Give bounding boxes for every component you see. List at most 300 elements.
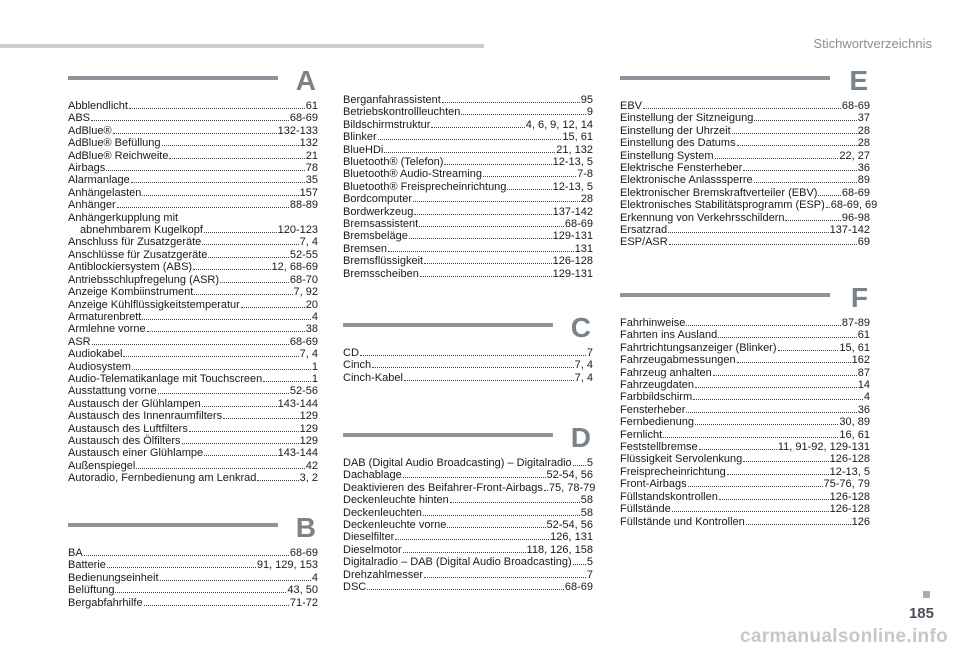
entry-term: Füllstände und Kontrollen [620, 515, 745, 528]
index-entry [68, 597, 318, 609]
entry-term: Bluetooth® Freisprecheinrichtung [343, 180, 507, 193]
index-entry [620, 478, 870, 490]
dot-leader [442, 102, 580, 103]
entry-term: Austausch einer Glühlampe [68, 447, 204, 460]
dot-leader [420, 276, 552, 277]
dot-leader [160, 580, 311, 581]
dot-leader [404, 380, 574, 381]
entry-pages: 15, 61 [562, 131, 593, 144]
index-entry [68, 385, 318, 397]
entry-pages: 68-69 [564, 218, 593, 231]
index-entry [68, 410, 318, 422]
entry-pages: 129-131 [552, 267, 593, 280]
entry-term: Bremsen [343, 242, 388, 255]
dot-leader [142, 319, 311, 320]
dot-leader [403, 552, 526, 553]
entry-term: Fahrhinweise [620, 317, 686, 329]
entry-term: Berganfahrassistent [343, 94, 441, 106]
entry-term: Batterie [68, 559, 106, 572]
entry-term: Betriebskontrollleuchten [343, 106, 461, 119]
dot-leader [669, 244, 857, 245]
entry-term: Bildschirmstruktur [343, 118, 431, 131]
dot-leader [424, 577, 586, 578]
entry-term: Anzeige Kombiinstrument [68, 286, 194, 299]
dot-leader [450, 502, 580, 503]
dot-leader [367, 589, 564, 590]
dot-leader [643, 108, 841, 109]
entry-pages: 36 [857, 162, 870, 175]
dot-leader [695, 424, 838, 425]
entry-pages: 68-69 [841, 100, 870, 112]
dot-leader [388, 251, 574, 252]
entry-term: DSC [343, 581, 367, 594]
entry-pages: 11, 91-92, 129-131 [777, 441, 870, 454]
index-entry [68, 125, 318, 137]
dot-leader [208, 257, 288, 258]
dot-leader [106, 170, 304, 171]
dot-leader [403, 477, 546, 478]
entry-pages: 143-144 [277, 447, 318, 460]
section-letter: F [850, 282, 868, 313]
entry-pages: 88-89 [289, 199, 318, 212]
dot-leader [84, 555, 289, 556]
dot-leader [743, 461, 828, 462]
index-entry [343, 193, 593, 205]
entry-term: Bluetooth® Audio-Streaming [343, 168, 482, 181]
entry-pages: 30, 89 [839, 416, 870, 429]
index-entry [68, 187, 318, 199]
entry-term: Bergabfahrhilfe [68, 596, 143, 609]
index-entry [343, 544, 593, 556]
entry-term: Front-Airbags [620, 478, 687, 491]
entry-term: Bremsassistent [343, 218, 419, 231]
dot-leader [414, 214, 551, 215]
dot-leader [182, 443, 299, 444]
entry-term: Bordwerkzeug [343, 205, 414, 218]
dot-leader [263, 381, 311, 382]
entry-pages: 14 [857, 379, 870, 392]
index-entry [343, 469, 593, 481]
entry-term: Deckenleuchte vorne [343, 519, 447, 532]
entry-pages: 22, 27 [839, 149, 870, 162]
dot-leader [129, 108, 305, 109]
entry-pages: 129 [299, 422, 318, 435]
dot-leader [204, 455, 276, 456]
entry-term: Austausch des Ölfilters [68, 434, 181, 447]
entry-pages: 12, 68-69 [271, 261, 318, 274]
index-section-c [343, 312, 593, 384]
index-entry [68, 361, 318, 373]
dot-leader [241, 307, 305, 308]
entry-term: Fahrzeugdaten [620, 379, 694, 392]
index-section-b-continued [343, 94, 593, 280]
dot-leader [384, 152, 555, 153]
entry-term: Fahrzeug anhalten [620, 366, 712, 379]
entry-pages: 7 [586, 347, 593, 359]
entry-term: Anhänger [68, 199, 116, 212]
index-entry [343, 255, 593, 267]
entry-pages: 78 [305, 162, 318, 175]
entry-term: Einstellung der Sitzneigung [620, 112, 754, 125]
dot-leader [483, 176, 576, 177]
index-entry [68, 435, 318, 447]
index-entry [620, 150, 870, 162]
entry-term: ASR [68, 335, 91, 348]
entry-term: Blinker [343, 131, 377, 144]
index-entry [68, 572, 318, 584]
index-entry [68, 212, 318, 224]
entry-term: Armaturenbrett [68, 310, 142, 323]
entry-term: BA [68, 547, 83, 559]
entry-pages: 120-123 [277, 224, 318, 237]
entry-list [620, 317, 870, 528]
entry-pages: 12-13, 5 [552, 180, 593, 193]
dot-leader [444, 164, 551, 165]
entry-term: Belüftung [68, 584, 115, 597]
dot-leader [131, 182, 305, 183]
entry-pages: 15, 61 [839, 341, 870, 354]
index-entry [68, 199, 318, 211]
entry-pages: 7, 4 [574, 371, 593, 384]
entry-pages: 126-128 [552, 255, 593, 268]
dot-leader [573, 465, 586, 466]
entry-pages: 38 [305, 323, 318, 336]
dot-leader [204, 232, 277, 233]
index-entry [343, 268, 593, 280]
entry-term: Einstellung System [620, 149, 714, 162]
index-entry [343, 144, 593, 156]
entry-pages: 68-69 [564, 581, 593, 594]
index-entry [68, 584, 318, 596]
entry-term: Elektronisches Stabilitätsprogramm (ESP) [620, 199, 825, 212]
index-entry [343, 218, 593, 230]
entry-pages: 12-13, 5 [829, 465, 870, 478]
index-entry [620, 187, 870, 199]
index-entry [343, 507, 593, 519]
dot-leader [785, 220, 840, 221]
entry-pages: 126 [851, 515, 870, 528]
entry-pages: 7, 92 [293, 286, 318, 299]
entry-list [68, 100, 318, 485]
entry-pages: 7-8 [577, 168, 593, 181]
index-entry [68, 150, 318, 162]
dot-leader [672, 511, 829, 512]
entry-list [343, 347, 593, 384]
entry-pages: 20 [305, 298, 318, 311]
entry-term: Cinch-Kabel [343, 371, 403, 384]
entry-pages: 129 [299, 410, 318, 423]
entry-list [343, 94, 593, 280]
index-entry [343, 581, 593, 593]
entry-pages: 21, 132 [556, 143, 593, 156]
section-header-f [620, 282, 870, 313]
section-letter: A [295, 65, 316, 96]
index-entry [343, 531, 593, 543]
entry-pages: 5 [586, 556, 593, 569]
dot-leader [91, 120, 289, 121]
entry-pages: 52-55 [289, 248, 318, 261]
entry-pages: 68-69 [289, 547, 318, 559]
entry-term: DAB (Digital Audio Broadcasting) – Digitalradio [343, 457, 572, 469]
index-entry [620, 391, 870, 403]
entry-pages: 7, 4 [299, 348, 318, 361]
index-entry [343, 206, 593, 218]
section-rule [620, 293, 830, 297]
entry-list [343, 457, 596, 594]
entry-term: Bremsbeläge [343, 230, 408, 243]
index-entry [620, 236, 870, 248]
dot-leader [424, 263, 552, 264]
entry-pages: 3, 2 [299, 472, 318, 485]
dot-leader [117, 207, 289, 208]
entry-pages: 7, 4 [299, 236, 318, 249]
entry-pages: 126-128 [829, 453, 870, 466]
dot-leader [663, 437, 838, 438]
entry-pages: 5 [586, 457, 593, 469]
entry-list [68, 547, 318, 609]
entry-term: Bedienungseinheit [68, 571, 159, 584]
dot-leader [189, 431, 299, 432]
entry-pages: 75-76, 79 [823, 478, 870, 491]
index-section-f [620, 282, 870, 528]
entry-term: Antiblockiersystem (ABS) [68, 261, 193, 274]
index-entry [68, 472, 318, 484]
entry-term: Antriebsschlupfregelung (ASR) [68, 273, 220, 286]
section-letter: E [849, 65, 868, 96]
dot-leader [431, 127, 524, 128]
entry-term: abnehmbarem Kugelkopf [80, 224, 203, 237]
dot-leader [107, 567, 256, 568]
index-entry [343, 106, 593, 118]
entry-pages: 7 [586, 568, 593, 581]
section-rule [68, 523, 278, 527]
section-header-d [343, 422, 593, 453]
index-entry [343, 168, 593, 180]
index-entry [620, 404, 870, 416]
entry-term: Anhängelasten [68, 186, 142, 199]
dot-leader [737, 362, 851, 363]
dot-leader [737, 145, 857, 146]
entry-term: ABS [68, 112, 91, 125]
index-entry [620, 503, 870, 515]
index-entry [68, 447, 318, 459]
section-rule [620, 76, 830, 80]
index-entry [620, 112, 870, 124]
entry-pages: 96-98 [841, 211, 870, 224]
entry-term: Fensterheber [620, 403, 686, 416]
dot-leader [688, 486, 823, 487]
index-entry [68, 236, 318, 248]
index-entry [68, 299, 318, 311]
index-entry [68, 323, 318, 335]
entry-term: Bluetooth® (Telefon) [343, 156, 444, 169]
entry-pages: 132-133 [277, 124, 318, 137]
index-entry [343, 359, 593, 371]
entry-term: Abblendlicht [68, 100, 128, 112]
entry-pages: 16, 61 [839, 428, 870, 441]
index-entry [68, 460, 318, 472]
entry-term: Austausch des Luftfilters [68, 422, 188, 435]
index-entry [620, 224, 870, 236]
entry-pages: 7, 4 [574, 359, 593, 372]
index-entry [620, 162, 870, 174]
entry-term: Deckenleuchten [343, 506, 422, 519]
dot-leader [409, 238, 552, 239]
index-section-d [343, 422, 596, 594]
dot-leader [668, 232, 829, 233]
index-entry [68, 174, 318, 186]
entry-term: Bordcomputer [343, 193, 413, 206]
entry-term: Dieselfilter [343, 531, 395, 544]
entry-term: Autoradio, Fernbedienung am Lenkrad [68, 472, 257, 485]
dot-leader [395, 539, 549, 540]
entry-pages: 132 [299, 137, 318, 150]
entry-pages: 68-69 [289, 335, 318, 348]
index-entry [620, 429, 870, 441]
entry-term: Audiosystem [68, 360, 131, 373]
entry-term: Farbbildschirm [620, 391, 693, 404]
index-entry [343, 519, 593, 531]
entry-pages: 126-128 [829, 503, 870, 516]
entry-pages: 162 [851, 354, 870, 367]
entry-pages: 68-70 [289, 273, 318, 286]
index-entry [343, 481, 596, 494]
entry-pages: 129 [299, 434, 318, 447]
dot-leader [713, 375, 857, 376]
watermark: carmanualsonline.info [740, 626, 948, 647]
entry-pages: 21 [305, 149, 318, 162]
entry-term: Alarmanlage [68, 174, 130, 187]
section-letter: D [570, 422, 591, 453]
dot-leader [202, 406, 277, 407]
section-rule [68, 76, 278, 80]
section-letter: B [295, 512, 316, 543]
index-entry [620, 516, 870, 528]
entry-pages: 71-72 [289, 596, 318, 609]
section-header-b [68, 512, 318, 543]
entry-pages: 12-13, 5 [552, 156, 593, 169]
entry-term: Cinch [343, 359, 372, 372]
entry-term: Austausch des Innenraumfilters [68, 410, 223, 423]
entry-term: Füllstände [620, 503, 671, 516]
entry-term: Fernlicht [620, 428, 663, 441]
entry-term: EBV [620, 100, 643, 112]
dot-leader [732, 133, 857, 134]
entry-term: Anzeige Kühlflüssigkeitstemperatur [68, 298, 240, 311]
dot-leader [718, 337, 857, 338]
index-entry [343, 243, 593, 255]
entry-term: Anschlüsse für Zusatzgeräte [68, 248, 208, 261]
dot-leader [544, 490, 548, 491]
dot-leader [92, 344, 289, 345]
entry-term: Flüssigkeit Servolenkung [620, 453, 743, 466]
entry-term: AdBlue® Reichweite [68, 149, 169, 162]
dot-leader [360, 355, 586, 356]
index-entry [68, 249, 318, 261]
dot-leader [257, 480, 298, 481]
dot-leader [220, 282, 289, 283]
page-marker [923, 591, 930, 598]
index-entry [343, 119, 593, 131]
entry-pages: 131 [574, 242, 593, 255]
entry-pages: 69 [857, 236, 870, 249]
entry-pages: 68-69, 69 [830, 199, 878, 212]
index-entry [620, 329, 870, 341]
index-entry [620, 212, 870, 224]
entry-term: Anschluss für Zusatzgeräte [68, 236, 202, 249]
dot-leader [115, 592, 286, 593]
section-title: Stichwortverzeichnis [813, 36, 932, 51]
dot-leader [686, 325, 840, 326]
entry-term: Erkennung von Verkehrsschildern [620, 211, 785, 224]
index-entry [68, 336, 318, 348]
dot-leader [147, 331, 305, 332]
entry-pages: 28 [580, 193, 593, 206]
index-entry [68, 162, 318, 174]
index-entry [343, 372, 593, 384]
dot-leader [194, 294, 292, 295]
index-entry [343, 569, 593, 581]
dot-leader [507, 189, 551, 190]
entry-term: Feststellbremse [620, 441, 698, 454]
entry-term: Audio-Telematikanlage mit Touchscreen [68, 372, 263, 385]
index-entry [620, 342, 870, 354]
index-entry [343, 156, 593, 168]
entry-pages: 35 [305, 174, 318, 187]
index-entry [620, 379, 870, 391]
dot-leader [136, 468, 304, 469]
entry-term: Bremsscheiben [343, 267, 419, 280]
entry-pages: 91, 129, 153 [256, 559, 318, 572]
entry-pages: 126-128 [829, 490, 870, 503]
entry-term: Elektrische Fensterheber [620, 162, 743, 175]
section-rule [343, 323, 553, 327]
dot-leader [162, 145, 299, 146]
dot-leader [693, 399, 863, 400]
entry-term: Fahrtrichtungsanzeiger (Blinker) [620, 341, 777, 354]
entry-term: Ausstattung vorne [68, 385, 157, 398]
entry-pages: 61 [857, 329, 870, 342]
entry-pages: 1 [311, 360, 318, 373]
dot-leader [132, 369, 311, 370]
index-entry [620, 125, 870, 137]
entry-term: AdBlue® [68, 124, 112, 137]
entry-pages: 157 [299, 186, 318, 199]
dot-leader [419, 226, 564, 227]
entry-term: Audiokabel [68, 348, 123, 361]
entry-term: Elektronischer Bremskraftverteiler (EBV) [620, 186, 818, 199]
entry-pages: 1 [311, 372, 318, 385]
index-entry [620, 453, 870, 465]
index-entry [620, 100, 870, 112]
index-entry [68, 261, 318, 273]
page-number: 185 [908, 605, 934, 622]
dot-leader [826, 207, 830, 208]
entry-pages: 28 [857, 124, 870, 137]
dot-leader [372, 367, 574, 368]
dot-leader [202, 244, 298, 245]
entry-pages: 75, 78-79 [548, 481, 596, 494]
entry-term: Fernbedienung [620, 416, 695, 429]
section-header-e [620, 65, 870, 96]
section-rule [343, 433, 553, 437]
index-entry [68, 112, 318, 124]
entry-term: Anhängerkupplung mit [68, 211, 179, 224]
entry-term: BlueHDi [343, 143, 384, 156]
entry-list [620, 100, 878, 249]
dot-leader [193, 269, 270, 270]
index-entry [620, 491, 870, 503]
